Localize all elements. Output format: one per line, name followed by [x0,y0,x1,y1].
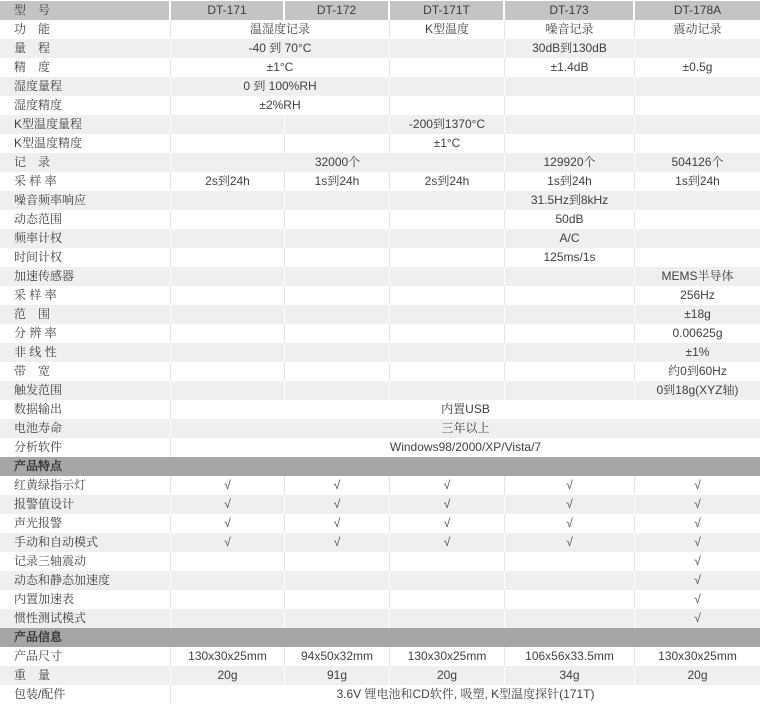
spec-value-cell [390,552,505,571]
table-row [0,552,760,571]
spec-value-cell [285,210,390,229]
spec-label-cell: 记录三轴震动 [0,552,171,571]
table-row [0,77,760,96]
spec-value-cell: MEMS半导体 [661,269,734,283]
spec-label-cell: 时间计权 [0,248,171,267]
spec-label-cell: 非 线 性 [0,343,171,362]
spec-value-cell: 30dB到130dB [505,39,635,58]
spec-value-cell [390,77,505,96]
spec-label-cell: K型温度精度 [0,134,171,153]
spec-value-cell: 1s到24h [675,174,720,188]
spec-value-cell [635,134,760,153]
check-mark-cell: √ [390,476,505,495]
spec-value-cell [635,191,760,210]
spec-value-cell: 20g [390,666,505,685]
spec-value-cell [505,324,635,343]
spec-value-cell [171,248,285,267]
spec-value-cell [390,305,505,324]
spec-value-cell: 约0到60Hz [668,364,727,378]
spec-value-cell: ±1°C [171,58,390,77]
spec-value-cell [635,96,760,115]
table-row [0,514,760,533]
spec-value-cell: -200到1370°C [390,115,505,134]
spec-value-cell: ±18g [684,307,711,321]
spec-label-cell: 分析软件 [0,438,171,457]
spec-value-cell: 256Hz [680,288,715,302]
spec-value-cell [505,343,635,362]
spec-value-cell: 130x30x25mm [390,647,505,666]
table-row [0,362,760,381]
check-mark-cell: √ [285,476,390,495]
spec-label-cell: 精 度 [0,58,171,77]
table-row [0,381,760,400]
spec-value-cell [171,134,285,153]
spec-value-cell [390,609,505,628]
spec-value-cell: 震动记录 [673,22,722,36]
spec-value-cell [390,267,505,286]
spec-value-cell [285,134,390,153]
spec-value-cell [390,343,505,362]
spec-value-cell: 130x30x25mm [171,647,285,666]
spec-label-cell: 湿度精度 [0,96,171,115]
spec-value-cell [505,286,635,305]
spec-value-cell [505,590,635,609]
spec-label-cell: 功 能 [0,20,171,39]
spec-value-cell [505,571,635,590]
check-mark-cell: √ [505,533,635,552]
table-row [0,571,760,590]
spec-value-cell [505,305,635,324]
spec-value-cell [171,210,285,229]
spec-label-cell: 噪音频率响应 [0,191,171,210]
check-mark-cell: √ [505,514,635,533]
model-header-cell: DT-171T [390,1,505,20]
model-header-cell: DT-173 [505,1,635,20]
spec-label-cell: 分 辨 率 [0,324,171,343]
check-mark-cell: √ [390,495,505,514]
spec-label-cell: 频率计权 [0,229,171,248]
table-row [0,286,760,305]
spec-value-cell: 34g [505,666,635,685]
spec-value-cell: 0 到 100%RH [171,77,390,96]
spec-value-cell: ±1.4dB [505,58,635,77]
check-mark-cell: √ [505,476,635,495]
spec-value-cell: 94x50x32mm [285,647,390,666]
spec-label-cell: 惯性测试模式 [0,609,171,628]
spec-label-cell: 电池寿命 [0,419,171,438]
table-row [0,476,760,495]
spec-value-cell [171,191,285,210]
spec-value-cell: ±2%RH [171,96,390,115]
spec-label-cell: 报警值设计 [0,495,171,514]
check-mark-cell: √ [285,514,390,533]
spec-value-cell [390,286,505,305]
spec-value-cell [390,58,505,77]
table-row [0,229,760,248]
check-mark-cell: √ [694,573,701,587]
table-header-row [0,1,760,20]
spec-label-cell: 记 录 [0,153,171,172]
spec-label-cell: K型温度量程 [0,115,171,134]
spec-value-cell [171,552,285,571]
table-row [0,419,760,438]
spec-value-cell: 50dB [505,210,635,229]
spec-value-cell: 1s到24h [505,172,635,191]
table-root [0,1,760,704]
spec-label-cell: 手动和自动模式 [0,533,171,552]
table-row [0,96,760,115]
spec-value-cell [635,248,760,267]
spec-label-cell: 数据输出 [0,400,171,419]
spec-value-cell: 129920个 [505,153,635,172]
spec-value-cell [505,77,635,96]
spec-label-cell: 采 样 率 [0,286,171,305]
spec-value-cell [390,324,505,343]
spec-value-cell [171,286,285,305]
table-row [0,267,760,286]
spec-label-cell: 触发范围 [0,381,171,400]
model-header-cell: DT-178A [673,3,722,17]
spec-value-cell: 125ms/1s [505,248,635,267]
spec-value-cell [285,552,390,571]
spec-value-cell [285,324,390,343]
spec-value-cell [505,134,635,153]
spec-label-cell: 范 围 [0,305,171,324]
spec-value-cell [635,210,760,229]
spec-value-cell [285,267,390,286]
spec-value-cell [635,115,760,134]
spec-value-cell: ±1°C [390,134,505,153]
spec-value-cell [390,210,505,229]
spec-value-cell [390,590,505,609]
check-mark-cell: √ [694,592,701,606]
spec-label-cell: 动态范围 [0,210,171,229]
table-row [0,191,760,210]
spec-value-cell [285,381,390,400]
table-row [0,248,760,267]
spec-value-cell [285,229,390,248]
check-mark-cell: √ [171,533,285,552]
spec-value-cell: ±0.5g [682,60,713,74]
spec-value-cell: 2s到24h [390,172,505,191]
table-row [0,324,760,343]
spec-value-cell [390,248,505,267]
check-mark-cell: √ [285,495,390,514]
spec-value-cell [171,590,285,609]
spec-value-cell [390,362,505,381]
spec-value-cell [171,343,285,362]
table-row [0,400,760,419]
spec-value-cell: ±1% [685,345,710,359]
check-mark-cell: √ [285,533,390,552]
spec-label-cell: 动态和静态加速度 [0,571,171,590]
table-row [0,134,760,153]
table-row [0,343,760,362]
check-mark-cell: √ [694,554,701,568]
spec-value-cell [171,362,285,381]
table-row [0,533,760,552]
spec-value-cell: 3.6V 锂电池和CD软件, 吸塑, K型温度探针(171T) [336,687,595,701]
spec-label-cell: 湿度量程 [0,77,171,96]
table-row [0,153,760,172]
check-mark-cell: √ [171,476,285,495]
table-row [0,647,760,666]
spec-value-cell: 噪音记录 [505,20,635,39]
spec-value-cell [390,191,505,210]
spec-value-cell [390,39,505,58]
spec-value-cell [171,381,285,400]
spec-value-cell [285,286,390,305]
spec-value-cell [390,571,505,590]
spec-value-cell: 0到18g(XYZ轴) [656,383,739,397]
spec-value-cell [285,305,390,324]
model-header-cell: DT-172 [285,1,390,20]
spec-label-cell: 红黄绿指示灯 [0,476,171,495]
spec-value-cell [285,248,390,267]
section-header: 产品特点 [0,457,760,476]
spec-value-cell: 0.00625g [672,326,723,340]
check-mark-cell: √ [505,495,635,514]
spec-value-cell [505,362,635,381]
spec-value-cell [285,571,390,590]
spec-label-cell: 内置加速表 [0,590,171,609]
spec-value-cell [171,229,285,248]
spec-value-cell [285,343,390,362]
spec-value-cell [505,381,635,400]
spec-value-cell [171,571,285,590]
spec-value-cell: 130x30x25mm [658,649,737,663]
spec-value-cell: 32000个 [171,153,505,172]
spec-value-cell [505,115,635,134]
spec-value-cell: 106x56x33.5mm [505,647,635,666]
spec-value-cell [171,305,285,324]
spec-value-cell [505,552,635,571]
model-label-cell: 型 号 [0,1,171,20]
check-mark-cell: √ [171,514,285,533]
check-mark-cell: √ [694,497,701,511]
spec-value-cell: 三年以上 [441,421,490,435]
check-mark-cell: √ [694,611,701,625]
table-row [0,58,760,77]
spec-value-cell [635,229,760,248]
spec-label-cell: 声光报警 [0,514,171,533]
spec-value-cell: 2s到24h [171,172,285,191]
table-row [0,590,760,609]
table-row [0,210,760,229]
spec-value-cell [505,96,635,115]
section-header: 产品信息 [0,628,760,647]
table-row [0,609,760,628]
table-row [0,39,760,58]
table-row [0,666,760,685]
spec-value-cell: K型温度 [390,20,505,39]
check-mark-cell: √ [694,516,701,530]
spec-value-cell: 1s到24h [285,172,390,191]
spec-value-cell [390,381,505,400]
table-row [0,305,760,324]
spec-label-cell: 带 宽 [0,362,171,381]
spec-value-cell: 91g [285,666,390,685]
spec-value-cell [285,362,390,381]
model-header-cell: DT-171 [171,1,285,20]
table-row [0,685,760,704]
spec-value-cell [285,115,390,134]
check-mark-cell: √ [171,495,285,514]
table-row [0,172,760,191]
spec-value-cell: 20g [687,668,708,682]
check-mark-cell: √ [694,535,701,549]
spec-value-cell [171,267,285,286]
spec-label-cell: 产品尺寸 [0,647,171,666]
spec-value-cell [285,590,390,609]
table-row [0,495,760,514]
spec-value-cell [635,77,760,96]
spec-value-cell: 内置USB [441,402,490,416]
spec-value-cell: 504126个 [671,155,724,169]
spec-value-cell [505,267,635,286]
spec-value-cell [171,609,285,628]
table-row [0,438,760,457]
spec-value-cell: 31.5Hz到8kHz [505,191,635,210]
spec-value-cell: 20g [171,666,285,685]
spec-value-cell: Windows98/2000/XP/Vista/7 [389,440,542,454]
spec-label-cell: 包装/配件 [0,685,171,704]
spec-label-cell: 重 量 [0,666,171,685]
spec-label-cell: 采 样 率 [0,172,171,191]
spec-value-cell [505,609,635,628]
spec-value-cell: A/C [505,229,635,248]
table-row [0,115,760,134]
spec-value-cell [171,324,285,343]
spec-value-cell [390,229,505,248]
spec-value-cell [171,115,285,134]
spec-value-cell [635,39,760,58]
spec-value-cell [285,191,390,210]
spec-value-cell [285,609,390,628]
spec-value-cell [390,96,505,115]
spec-value-cell: -40 到 70°C [171,39,390,58]
check-mark-cell: √ [390,514,505,533]
spec-value-cell: 温湿度记录 [171,20,390,39]
spec-label-cell: 加速传感器 [0,267,171,286]
spec-label-cell: 量 程 [0,39,171,58]
table-row [0,20,760,39]
check-mark-cell: √ [390,533,505,552]
check-mark-cell: √ [694,478,701,492]
